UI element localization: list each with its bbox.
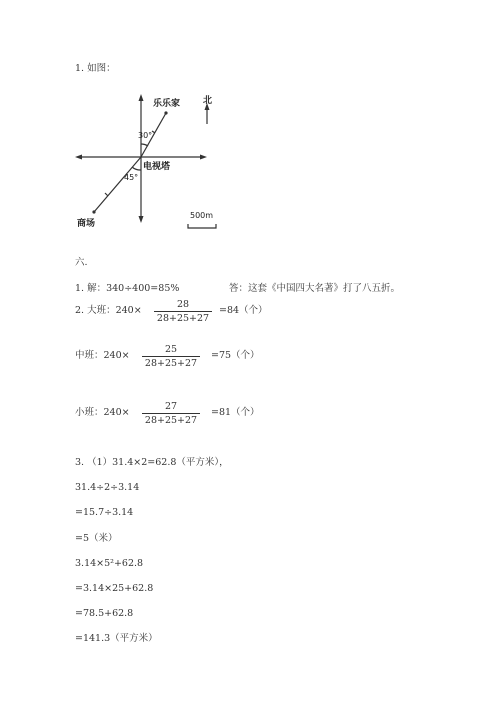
q6-2-big-fraction (154, 299, 212, 324)
fraction-numerator: 25 (164, 344, 178, 355)
fraction-denominator: 28+25+27 (156, 313, 210, 324)
fraction-denominator: 28+25+27 (144, 358, 198, 369)
q6-3-line-2: 31.4÷2÷3.14 (75, 482, 140, 493)
mall-tick (105, 193, 108, 196)
vertical-axis-arrow-down (139, 216, 144, 223)
q6-2-small-fraction (142, 401, 200, 426)
q6-2-big-result: =84（个） (219, 305, 268, 316)
q6-1-calc: 1. 解：340÷400=85% (75, 283, 180, 294)
q6-2-middle-fraction (142, 344, 200, 369)
q6-3-line-7: =78.5+62.8 (75, 608, 134, 619)
fraction-bar (142, 413, 200, 414)
q6-2-small-result: =81（个） (211, 407, 260, 418)
question-1-label: 1. 如图： (75, 63, 116, 74)
horizontal-axis-arrow-right (200, 155, 207, 160)
north-label: 北 (203, 96, 213, 106)
q6-3-line-3: =15.7÷3.14 (75, 507, 134, 518)
q6-2-middle-label: 中班：240× (75, 350, 130, 361)
fraction-bar (142, 356, 200, 357)
vertical-axis-arrow-up (139, 94, 144, 101)
q6-3-line-6: =3.14×25+62.8 (75, 583, 154, 594)
q6-2-middle-result: =75（个） (211, 350, 260, 361)
q6-2-big-label: 2. 大班：240× (75, 305, 142, 316)
fraction-numerator: 28 (176, 299, 190, 310)
home-tick (152, 131, 155, 133)
q6-3-line-1: 3. （1）31.4×2=62.8（平方米）， (75, 457, 229, 468)
angle-45-label: 45° (124, 173, 139, 182)
mall-label: 商场 (77, 219, 96, 229)
scale-label: 500m (190, 211, 214, 220)
horizontal-axis-arrow-left (75, 155, 82, 160)
home-label: 乐乐家 (153, 99, 181, 109)
line-to-mall (94, 157, 141, 212)
q6-3-line-4: =5（米） (75, 533, 118, 544)
fraction-numerator: 27 (164, 401, 178, 412)
home-point (164, 111, 167, 114)
q6-3-line-5: 3.14×5²+62.8 (75, 558, 144, 569)
mall-point (92, 210, 95, 213)
q6-2-small-label: 小班：240× (75, 407, 130, 418)
section-six-title: 六. (75, 257, 88, 268)
scale-bar (188, 224, 216, 228)
fraction-bar (154, 311, 212, 312)
angle-arc-45 (132, 167, 141, 170)
angle-30-label: 30° (138, 131, 153, 140)
q6-1-answer: 答：这套《中国四大名著》打了八五折。 (229, 283, 401, 294)
tower-label: 电视塔 (143, 162, 171, 172)
q6-3-line-8: =141.3（平方米） (75, 633, 158, 644)
fraction-denominator: 28+25+27 (144, 415, 198, 426)
angle-arc-30 (141, 144, 148, 146)
